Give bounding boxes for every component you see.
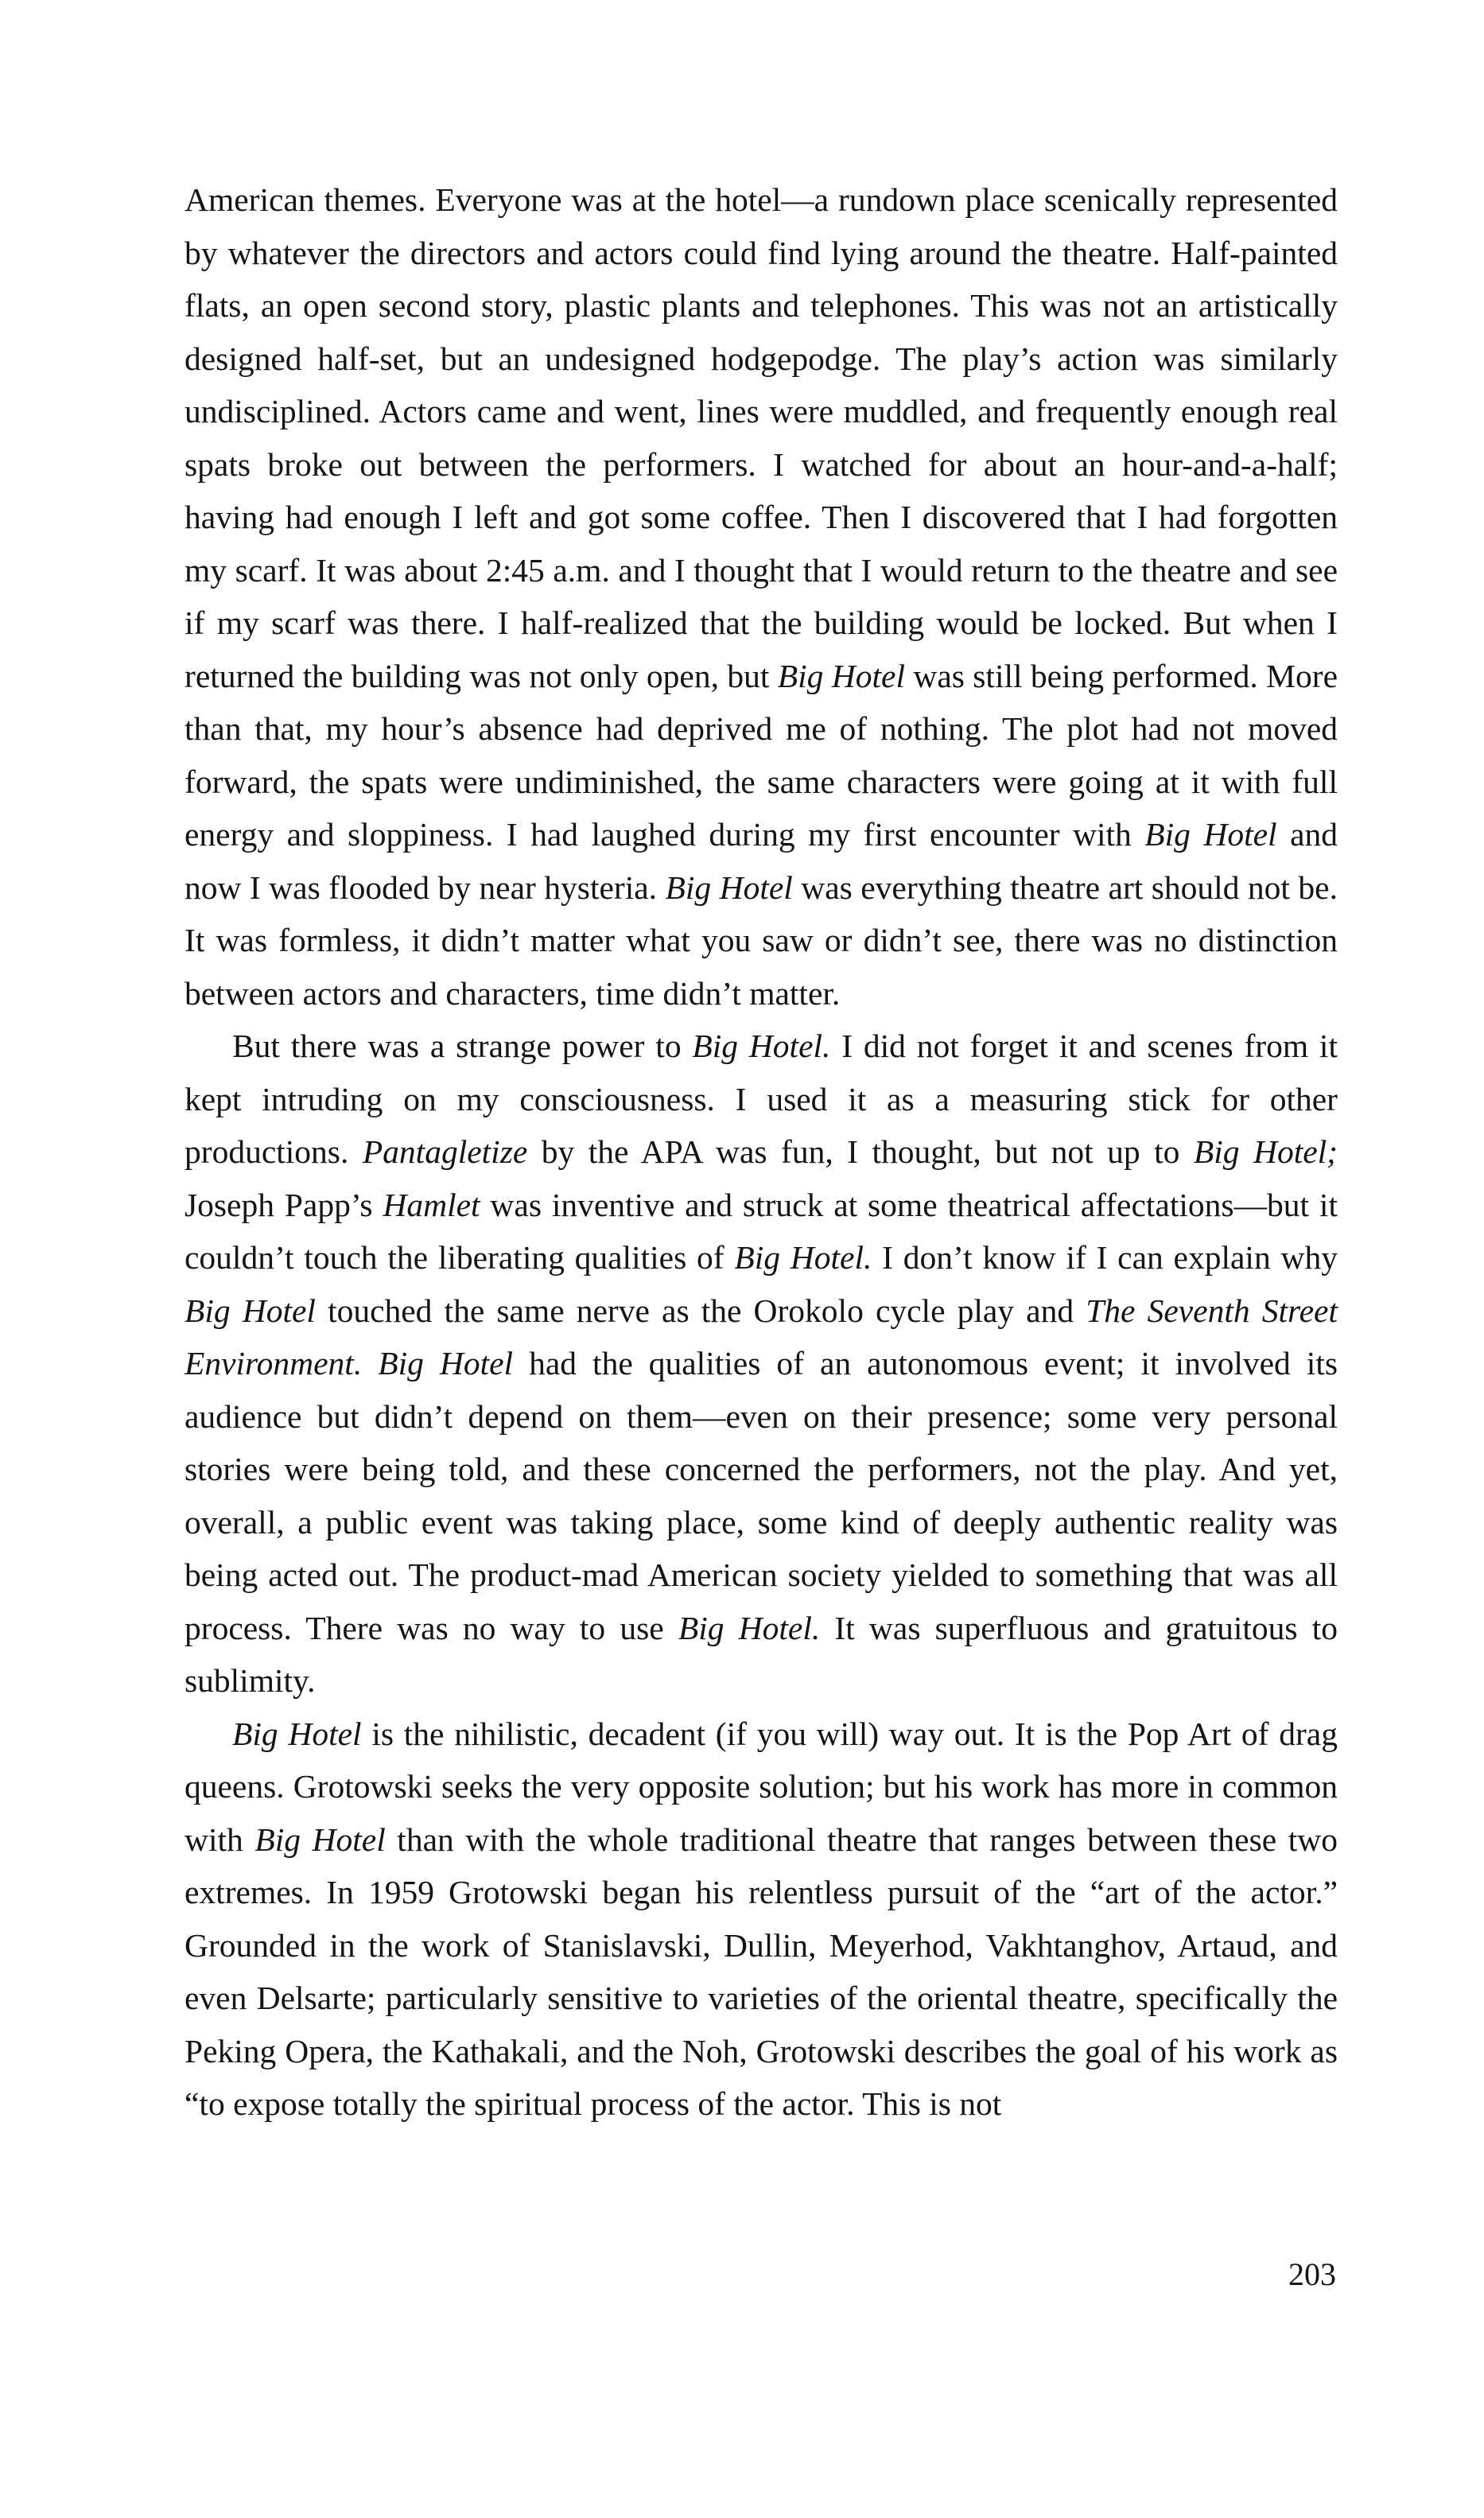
paragraph-3 <box>185 1708 1338 2131</box>
body-text: It was superfluous and gratuitous to sublimity. <box>185 1609 1338 1699</box>
body-text: touched the same nerve as the Orokolo cycle play and <box>315 1292 1086 1329</box>
body-text: was still being performed. More than that, my hour’s absence had deprived me of nothing. The plot had not moved forward, the spats were undiminished, the same characters were going at it with full energy and sloppiness. I had laughed during my first encounter with <box>185 657 1338 853</box>
work-title-text: The Seventh Street Environment. <box>185 1292 1338 1381</box>
work-title-text: Big Hotel. <box>678 1609 821 1646</box>
body-text: by the APA was fun, I thought, but not up to <box>527 1133 1194 1170</box>
work-title-text: Big Hotel <box>185 1292 316 1329</box>
body-text: and now I was flooded by near hysteria. <box>185 816 1338 906</box>
work-title-text: Big Hotel. <box>692 1028 831 1064</box>
body-text: than with the whole traditional theatre that ranges between these two extremes. In 1959 Grotowski began his relentless pursuit of the “art of the actor.” Grounded in the work of Stanislavski, Dullin, Meyerhod, Vakhtanghov, Artaud, and even Delsarte; particularly sensitive to varieties of the oriental theatre, specifically the Peking Opera, the Kathakali, and the Noh, Grotowski describes the goal of his work as “to expose totally the spiritual process of the actor. This is not <box>185 1820 1338 2122</box>
work-title-text: Big Hotel <box>777 657 905 694</box>
paragraph-2 <box>185 1020 1338 1708</box>
work-title-text: Big Hotel <box>254 1820 386 1858</box>
body-text: was everything theatre art should not be. It was formless, it didn’t matter what you saw or didn’t see, there was no distinction between actors and characters, time didn’t matter. <box>185 868 1338 1012</box>
work-title-text: Pantagletize <box>362 1133 528 1170</box>
paragraph-1 <box>185 173 1338 1020</box>
body-text: is the nihilistic, decadent (if you will) way out. It is the Pop Art of drag queens. Grotowski seeks the very opposite solution; but his work has more in common with <box>185 1715 1338 1858</box>
page-body <box>185 173 1338 2131</box>
body-text <box>362 1345 378 1381</box>
page-number: 203 <box>1288 2256 1336 2292</box>
body-text: was inventive and struck at some theatrical affectations—but it couldn’t touch the liberating qualities of <box>185 1186 1338 1276</box>
work-title-text: Big Hotel <box>378 1345 514 1381</box>
work-title-text: Big Hotel <box>665 868 793 906</box>
work-title-text: Big Hotel; <box>1193 1133 1338 1170</box>
body-text: But there was a strange power to <box>232 1028 693 1064</box>
body-text: I did not forget it and scenes from it kept intruding on my consciousness. I used it as a measuring stick for other productions. <box>185 1028 1338 1170</box>
work-title-text: Big Hotel. <box>734 1239 872 1276</box>
work-title-text: Big Hotel <box>232 1715 362 1752</box>
body-text: I don’t know if I can explain why <box>872 1239 1338 1276</box>
work-title-text: Big Hotel <box>1144 816 1277 853</box>
work-title-text: Hamlet <box>383 1186 480 1223</box>
body-text: American themes. Everyone was at the hotel—a rundown place scenically represented by whatever the directors and actors could find lying around the theatre. Half-painted flats, an open second story, plastic plants and telephones. This was not an artistically designed half-set, but an undesigned hodgepodge. The play’s action was similarly undisciplined. Actors came and went, lines were muddled, and frequently enough real spats broke out between the performers. I watched for about an hour-and-a-half; having had enough I left and got some coffee. Then I discovered that I had forgotten my scarf. It was about 2:45 a.m. and I thought that I would return to the theatre and see if my scarf was there. I half-realized that the building would be locked. But when I returned the building was not only open, but <box>185 181 1338 694</box>
body-text: Joseph Papp’s <box>185 1186 383 1223</box>
body-text: had the qualities of an autonomous event; it involved its audience but didn’t depend on them—even on their presence; some very personal stories were being told, and these concerned the performers, not the play. And yet, overall, a public event was taking place, some kind of deeply authentic reality was being acted out. The product-mad American society yielded to something that was all process. There was no way to use <box>185 1345 1338 1646</box>
